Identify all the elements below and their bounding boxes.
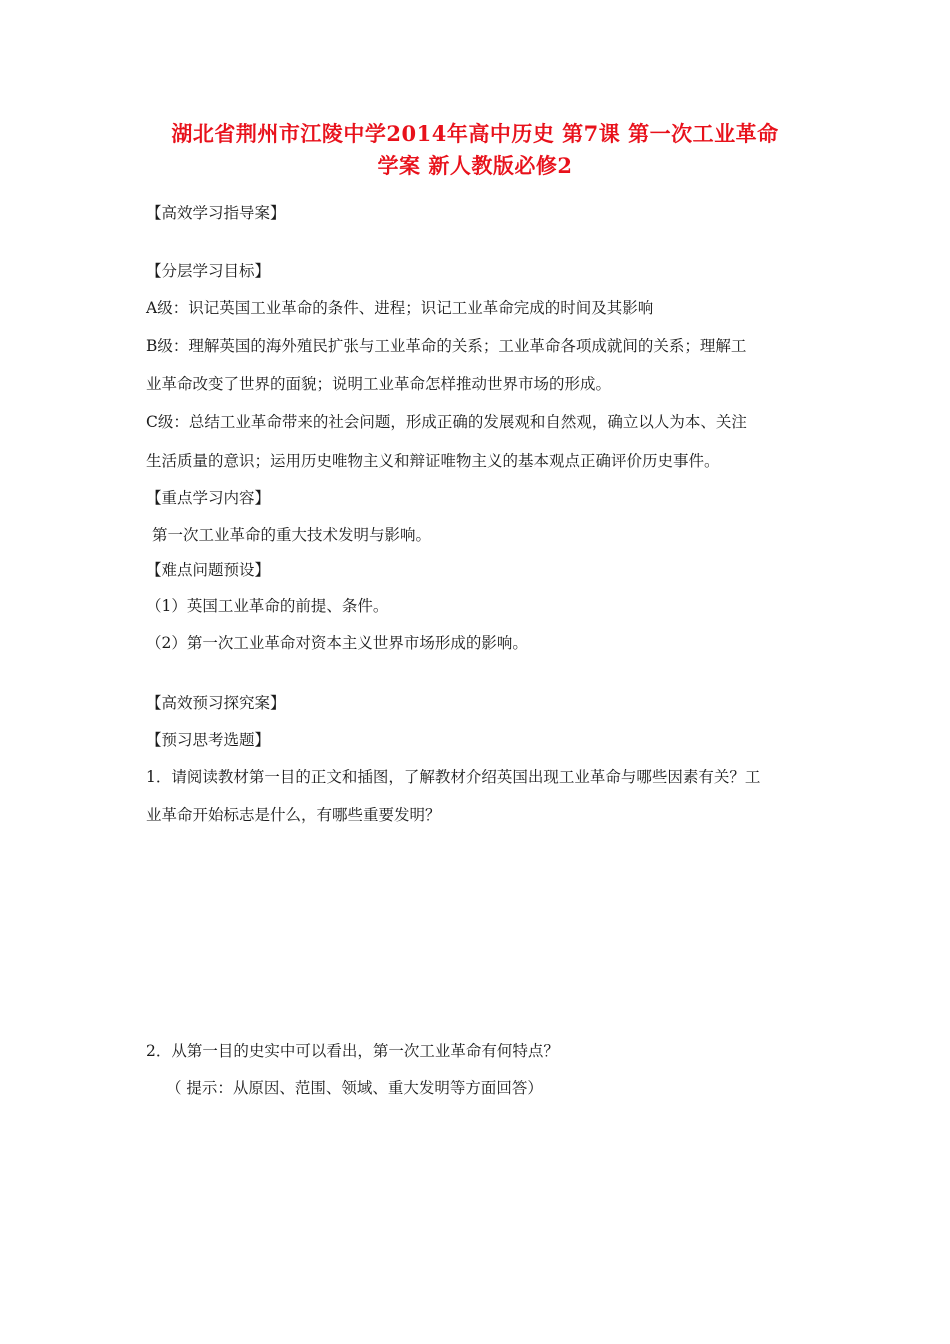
question-1-line-1: 1．请阅读教材第一目的正文和插图，了解教材介绍英国出现工业革命与哪些因素有关？工 [146,768,761,786]
document-title-line-2: 学案 新人教版必修2 [377,153,573,178]
question-2-hint: （ 提示：从原因、范围、领域、重大发明等方面回答） [166,1079,543,1097]
key-content-text: 第一次工业革命的重大技术发明与影响。 [152,526,432,544]
goal-level-a: A级：识记英国工业革命的条件、进程；识记工业革命完成的时间及其影响 [146,299,654,317]
section-heading-questions: 【预习思考选题】 [146,731,271,749]
difficulty-item-1: （1）英国工业革命的前提、条件。 [146,597,389,615]
goal-level-b-line-2: 业革命改变了世界的面貌；说明工业革命怎样推动世界市场的形成。 [146,375,612,393]
document-title-line-1: 湖北省荆州市江陵中学2014年高中历史 第7课 第一次工业革命 [171,121,779,146]
question-2: 2．从第一目的史实中可以看出，第一次工业革命有何特点？ [146,1042,559,1060]
goal-level-b-line-1: B级：理解英国的海外殖民扩张与工业革命的关系；工业革命各项成就间的关系；理解工 [146,337,747,355]
section-heading-key-content: 【重点学习内容】 [146,489,271,507]
question-1-line-2: 业革命开始标志是什么，有哪些重要发明？ [146,806,441,824]
goal-level-c-line-1: C级：总结工业革命带来的社会问题，形成正确的发展观和自然观，确立以人为本、关注 [146,413,747,431]
section-heading-difficulties: 【难点问题预设】 [146,561,271,579]
section-heading-preview: 【高效预习探究案】 [146,694,286,712]
goal-level-c-line-2: 生活质量的意识；运用历史唯物主义和辩证唯物主义的基本观点正确评价历史事件。 [146,452,720,470]
difficulty-item-2: （2）第一次工业革命对资本主义世界市场形成的影响。 [146,634,528,652]
section-heading-guide: 【高效学习指导案】 [146,204,286,222]
section-heading-goals: 【分层学习目标】 [146,262,271,280]
